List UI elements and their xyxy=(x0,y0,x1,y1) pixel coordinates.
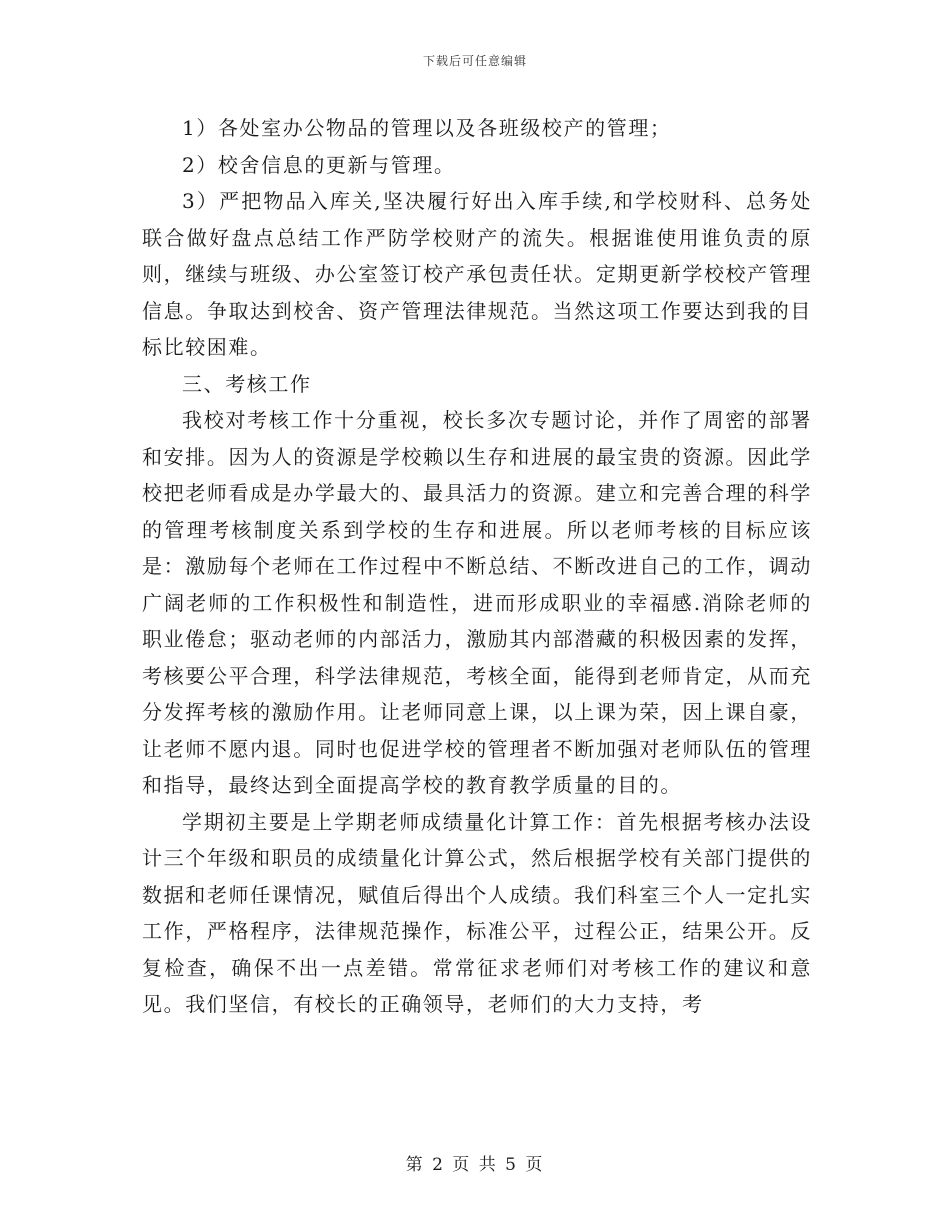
paragraph-item-3: 3）严把物品入库关,坚决履行好出入库手续,和学校财科、总务处联合做好盘点总结工作严防学校财产的流失。根据谁使用谁负责的原则，继续与班级、办公室签订校产承包责任状。定期更新学校校产管理信息。争取达到校舍、资产管理法律规范。当然这项工作要达到我的目标比较困难。 xyxy=(142,189,812,359)
section-heading: 三、考核工作 xyxy=(182,371,312,396)
paragraph-item-2: 2）校舍信息的更新与管理。 xyxy=(182,152,456,177)
document-body xyxy=(142,110,812,1023)
paragraph-item-1: 1）各处室办公物品的管理以及各班级校产的管理； xyxy=(182,116,672,140)
page-number-footer: 第 2 页 共 5 页 xyxy=(405,1155,545,1175)
page-header: 下载后可任意编辑 xyxy=(422,54,527,68)
paragraph-assessment: 我校对考核工作十分重视，校长多次专题讨论，并作了周密的部署和安排。因为人的资源是学校赖以生存和进展的最宝贵的资源。因此学校把老师看成是办学最大的、最具活力的资源。建立和完善合理的科学的管理考核制度关系到学校的生存和进展。所以老师考核的目标应该是：激励每个老师在工作过程中不断总结、不断改进自己的工作，调动广阔老师的工作积极性和制造性，进而形成职业的幸福感.消除老师的职业倦怠；驱动老师的内部活力，激励其内部潜藏的积极因素的发挥，考核要公平合理，科学法律规范，考核全面，能得到老师肯定，从而充分发挥考核的激励作用。让老师同意上课，以上课为荣，因上课自豪，让老师不愿内退。同时也促进学校的管理者不断加强对老师队伍的管理和指导，最终达到全面提高学校的教育教学质量的目的。 xyxy=(142,408,812,797)
paragraph-semester-work: 学期初主要是上学期老师成绩量化计算工作：首先根据考核办法设计三个年级和职员的成绩量化计算公式，然后根据学校有关部门提供的数据和老师任课情况，赋值后得出个人成绩。我们科室三个人一定扎实工作，严格程序，法律规范操作，标准公平，过程公正，结果公开。反复检查，确保不出一点差错。常常征求老师们对考核工作的建议和意见。我们坚信，有校长的正确领导，老师们的大力支持，考 xyxy=(142,809,812,1016)
